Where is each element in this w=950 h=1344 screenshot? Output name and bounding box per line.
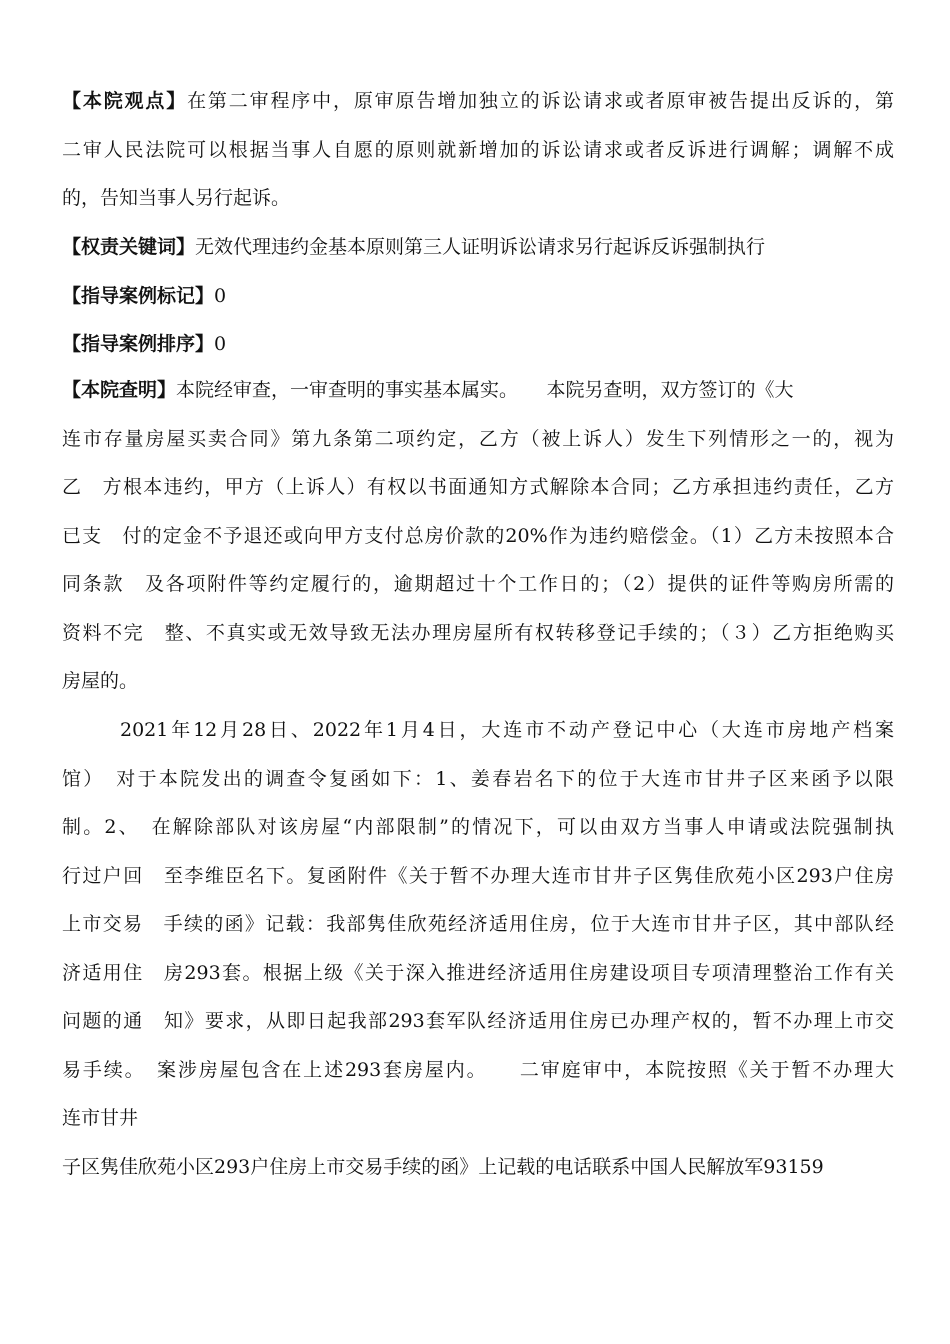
keywords-label: 【权责关键词】 [62, 236, 196, 258]
findings-line-5: 同条款 及各项附件等约定履行的，逾期超过十个工作日的；（2）提供的证件等购房所需的 [62, 573, 894, 595]
paragraph2-line-3: 制。2、 在解除部队对该房屋“内部限制”的情况下，可以由双方当事人申请或法院强制执 [62, 816, 894, 838]
case-order-label: 【指导案例排序】 [62, 333, 215, 355]
findings-line-4: 已支 付的定金不予退还或向甲方支付总房价款的20%作为违约赔偿金。（1）乙方未按照本合 [62, 525, 894, 547]
viewpoint-label: 【本院观点】 [62, 90, 188, 112]
case-order-value: 0 [214, 333, 227, 355]
findings-line-6: 资料不完 整、不真实或无效导致无法办理房屋所有权转移登记手续的；（３）乙方拒绝购买 [62, 622, 894, 644]
case-mark-value: 0 [214, 285, 227, 307]
keywords-text: 无效代理违约金基本原则第三人证明诉讼请求另行起诉反诉强制执行 [195, 236, 766, 258]
viewpoint-line-3: 的，告知当事人另行起诉。 [62, 187, 291, 209]
findings-line-7: 房屋的。 [62, 670, 139, 692]
paragraph2-line-5: 上市交易 手续的函》记载：我部隽佳欣苑经济适用住房，位于大连市甘井子区，其中部队经 [62, 913, 894, 935]
case-order-line [62, 331, 894, 357]
keywords-line [62, 234, 894, 260]
paragraph3-line-1: 子区隽佳欣苑小区293户住房上市交易手续的函》上记载的电话联系中国人民解放军93159 [62, 1156, 824, 1178]
paragraph2-line-4: 行过户回 至李维臣名下。复函附件《关于暂不办理大连市甘井子区隽佳欣苑小区293户住房 [62, 865, 894, 887]
findings-line-3: 乙 方根本违约，甲方（上诉人）有权以书面通知方式解除本合同；乙方承担违约责任，乙方 [62, 476, 894, 498]
paragraph2-line-7: 问题的通 知》要求，从即日起我部293套军队经济适用住房已办理产权的，暂不办理上市交 [62, 1010, 894, 1032]
paragraph2-line-9: 连市甘井 [62, 1107, 139, 1129]
findings-line-1 [62, 377, 860, 403]
paragraph2-line-6: 济适用住 房293套。根据上级《关于深入推进经济适用住房建设项目专项清理整治工作有关 [62, 962, 894, 984]
findings-line-2: 连市存量房屋买卖合同》第九条第二项约定，乙方（被上诉人）发生下列情形之一的，视为 [62, 428, 894, 450]
paragraph2-line-1: 2021年12月28日、2022年1月4日，大连市不动产登记中心（大连市房地产档案 [120, 719, 894, 741]
viewpoint-line-2: 二审人民法院可以根据当事人自愿的原则就新增加的诉讼请求或者反诉进行调解；调解不成 [62, 139, 894, 161]
viewpoint-line-1 [62, 88, 894, 114]
case-mark-label: 【指导案例标记】 [62, 285, 215, 307]
case-mark-line [62, 283, 894, 309]
paragraph2-line-8: 易手续。 案涉房屋包含在上述293套房屋内。 二审庭审中，本院按照《关于暂不办理大 [62, 1059, 894, 1081]
findings-text-1: 本院经审查，一审查明的事实基本属实。 本院另查明，双方签订的《大 [176, 379, 794, 401]
paragraph2-line-2: 馆） 对于本院发出的调查令复函如下：1、姜春岩名下的位于大连市甘井子区来函予以限 [62, 768, 894, 790]
findings-label: 【本院查明】 [62, 379, 177, 401]
viewpoint-text-1: 在第二审程序中，原审原告增加独立的诉讼请求或者原审被告提出反诉的，第 [187, 90, 894, 112]
